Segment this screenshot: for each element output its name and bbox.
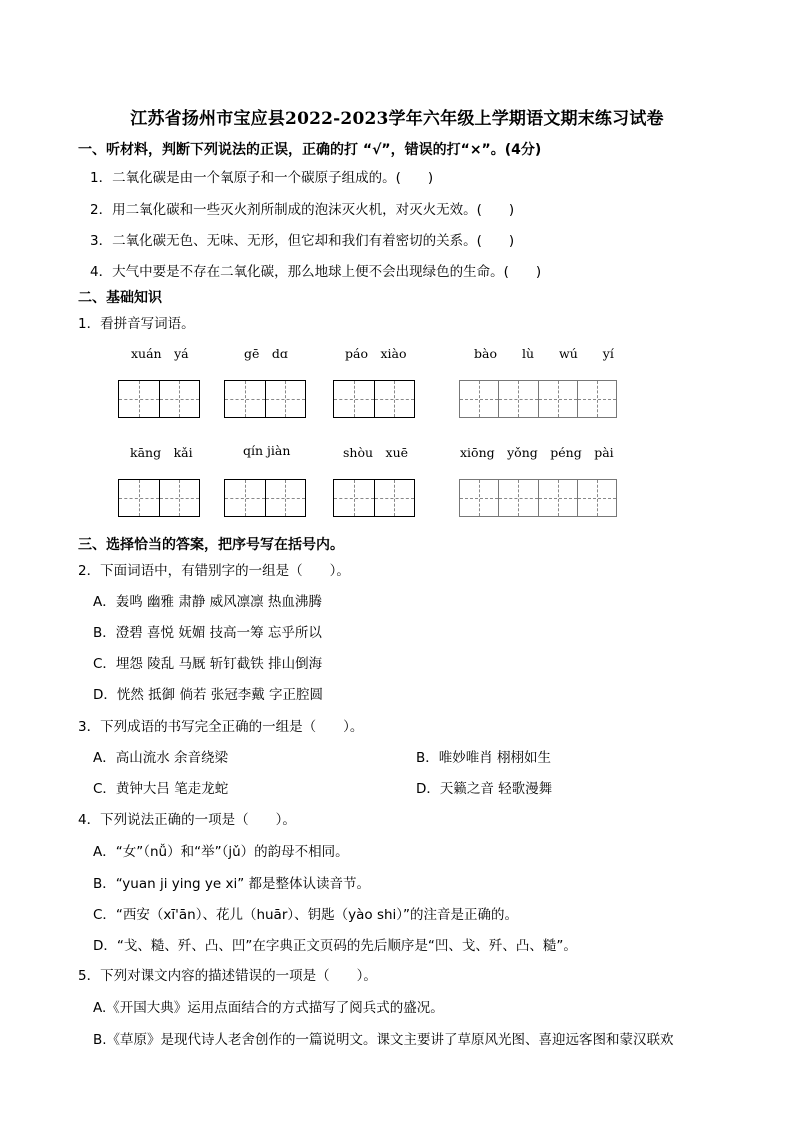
pinyin-label: gē dɑ [244,346,288,361]
question-1-stem: 1．看拼音写词语。 [78,316,195,332]
pinyin-label: páo xiào [345,346,407,361]
pinyin-label: xiōng yǒng péng pài [460,445,614,460]
pinyin-label: kāng kǎi [130,445,193,460]
section1-item: 4．大气中要是不存在二氧化碳，那么地球上便不会出现绿色的生命。( ) [90,264,542,280]
writing-grid[interactable] [118,380,200,418]
pinyin-label: bào lù wú yí [474,346,614,361]
option-c: C．埋怨 陵乱 马厩 斩钉截铁 排山倒海 [93,656,323,672]
option-d: D．“戈、糙、歼、凸、凹”在字典正文页码的先后顺序是“凹、戈、歼、凸、糙”。 [93,938,577,954]
writing-grid[interactable] [333,479,415,517]
option-b: B．澄碧 喜悦 妩媚 技高一筹 忘乎所以 [93,625,322,641]
writing-grid[interactable] [459,380,617,418]
option-a: A．轰鸣 幽雅 肃静 威风凛凛 热血沸腾 [93,594,322,610]
question-4-stem: 4．下列说法正确的一项是（ ）。 [78,812,296,828]
option-c: C．黄钟大吕 笔走龙蛇 [93,781,229,797]
section1-heading: 一、听材料，判断下列说法的正误，正确的打 “√”，错误的打“×”。(4分) [78,142,542,158]
question-2-stem: 2．下面词语中，有错别字的一组是（ ）。 [78,563,350,579]
option-a: A.《开国大典》运用点面结合的方式描写了阅兵式的盛况。 [93,1000,444,1016]
writing-grid[interactable] [224,380,306,418]
option-b: B．“yuan ji ying ye xi” 都是整体认读音节。 [93,876,371,892]
option-b: B.《草原》是现代诗人老舍创作的一篇说明文。课文主要讲了草原风光图、喜迎远客图和蒙汉联欢 [93,1032,674,1048]
section3-heading: 三、选择恰当的答案，把序号写在括号内。 [78,537,344,553]
question-5-stem: 5．下列对课文内容的描述错误的一项是（ ）。 [78,968,377,984]
pinyin-label: xuán yá [131,346,189,361]
section1-item: 1．二氧化碳是由一个氧原子和一个碳原子组成的。( ) [90,170,434,186]
page-title: 江苏省扬州市宝应县2022-2023学年六年级上学期语文期末练习试卷 [130,109,664,129]
writing-grid[interactable] [224,479,306,517]
section2-heading: 二、基础知识 [78,290,162,306]
pinyin-label: qín jiàn [243,443,291,458]
option-a: A．高山流水 余音绕梁 [93,750,229,766]
writing-grid[interactable] [118,479,200,517]
option-d: D．天籁之音 轻歌漫舞 [416,781,553,797]
option-c: C．“西安（xī'ān）、花儿（huār）、钥匙（yào shi）”的注音是正确的。 [93,907,519,923]
section1-item: 2．用二氧化碳和一些灭火剂所制成的泡沫灭火机，对灭火无效。( ) [90,202,515,218]
option-d: D．恍然 抵御 倘若 张冠李戴 字正腔圆 [93,687,324,703]
writing-grid[interactable] [333,380,415,418]
pinyin-label: shòu xuē [343,445,409,460]
writing-grid[interactable] [459,479,617,517]
question-3-stem: 3．下列成语的书写完全正确的一组是（ ）。 [78,719,364,735]
section1-item: 3．二氧化碳无色、无味、无形，但它却和我们有着密切的关系。( ) [90,233,515,249]
option-b: B．唯妙唯肖 栩栩如生 [416,750,552,766]
option-a: A．“女”（nǚ）和“举”（jǔ）的韵母不相同。 [93,844,349,860]
